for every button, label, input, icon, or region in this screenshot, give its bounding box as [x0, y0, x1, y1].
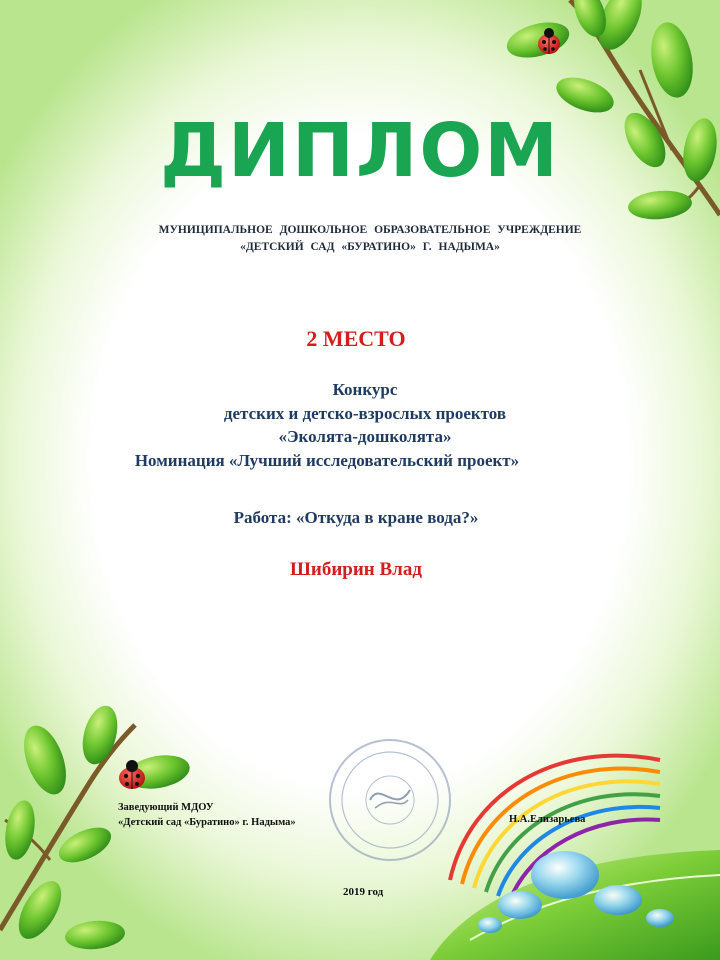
- leaf-with-drops: [430, 850, 720, 960]
- contest-line-1: Конкурс: [332, 380, 398, 399]
- organization-name: [120, 222, 620, 256]
- winner-name: Шибирин Влад: [290, 559, 422, 580]
- diploma-title: ДИПЛОМ: [160, 108, 560, 194]
- head-title-line-1: Заведующий МДОУ: [118, 802, 214, 813]
- contest-line-4: Номинация «Лучший исследовательский проект»: [134, 450, 520, 470]
- contest-line-2: детских и детско-взрослых проектов: [223, 403, 507, 423]
- official-stamp: [330, 740, 450, 860]
- work-title: Работа: «Откуда в кране вода?»: [233, 508, 479, 527]
- diploma-year: 2019 год: [343, 886, 384, 898]
- head-position: [118, 800, 296, 830]
- organization-line-1: МУНИЦИПАЛЬНОЕ ДОШКОЛЬНОЕ ОБРАЗОВАТЕЛЬНОЕ УЧРЕЖДЕНИЕ: [158, 224, 582, 236]
- head-name: Н.А.Елизарьева: [509, 814, 586, 825]
- contest-info: [0, 378, 720, 472]
- place-award: 2 МЕСТО: [306, 326, 406, 351]
- contest-line-3: «Эколята-дошколята»: [278, 427, 452, 446]
- organization-line-2: «ДЕТСКИЙ САД «БУРАТИНО» Г. НАДЫМА»: [240, 241, 500, 253]
- head-title-line-2: «Детский сад «Буратино» г. Надыма»: [118, 817, 296, 828]
